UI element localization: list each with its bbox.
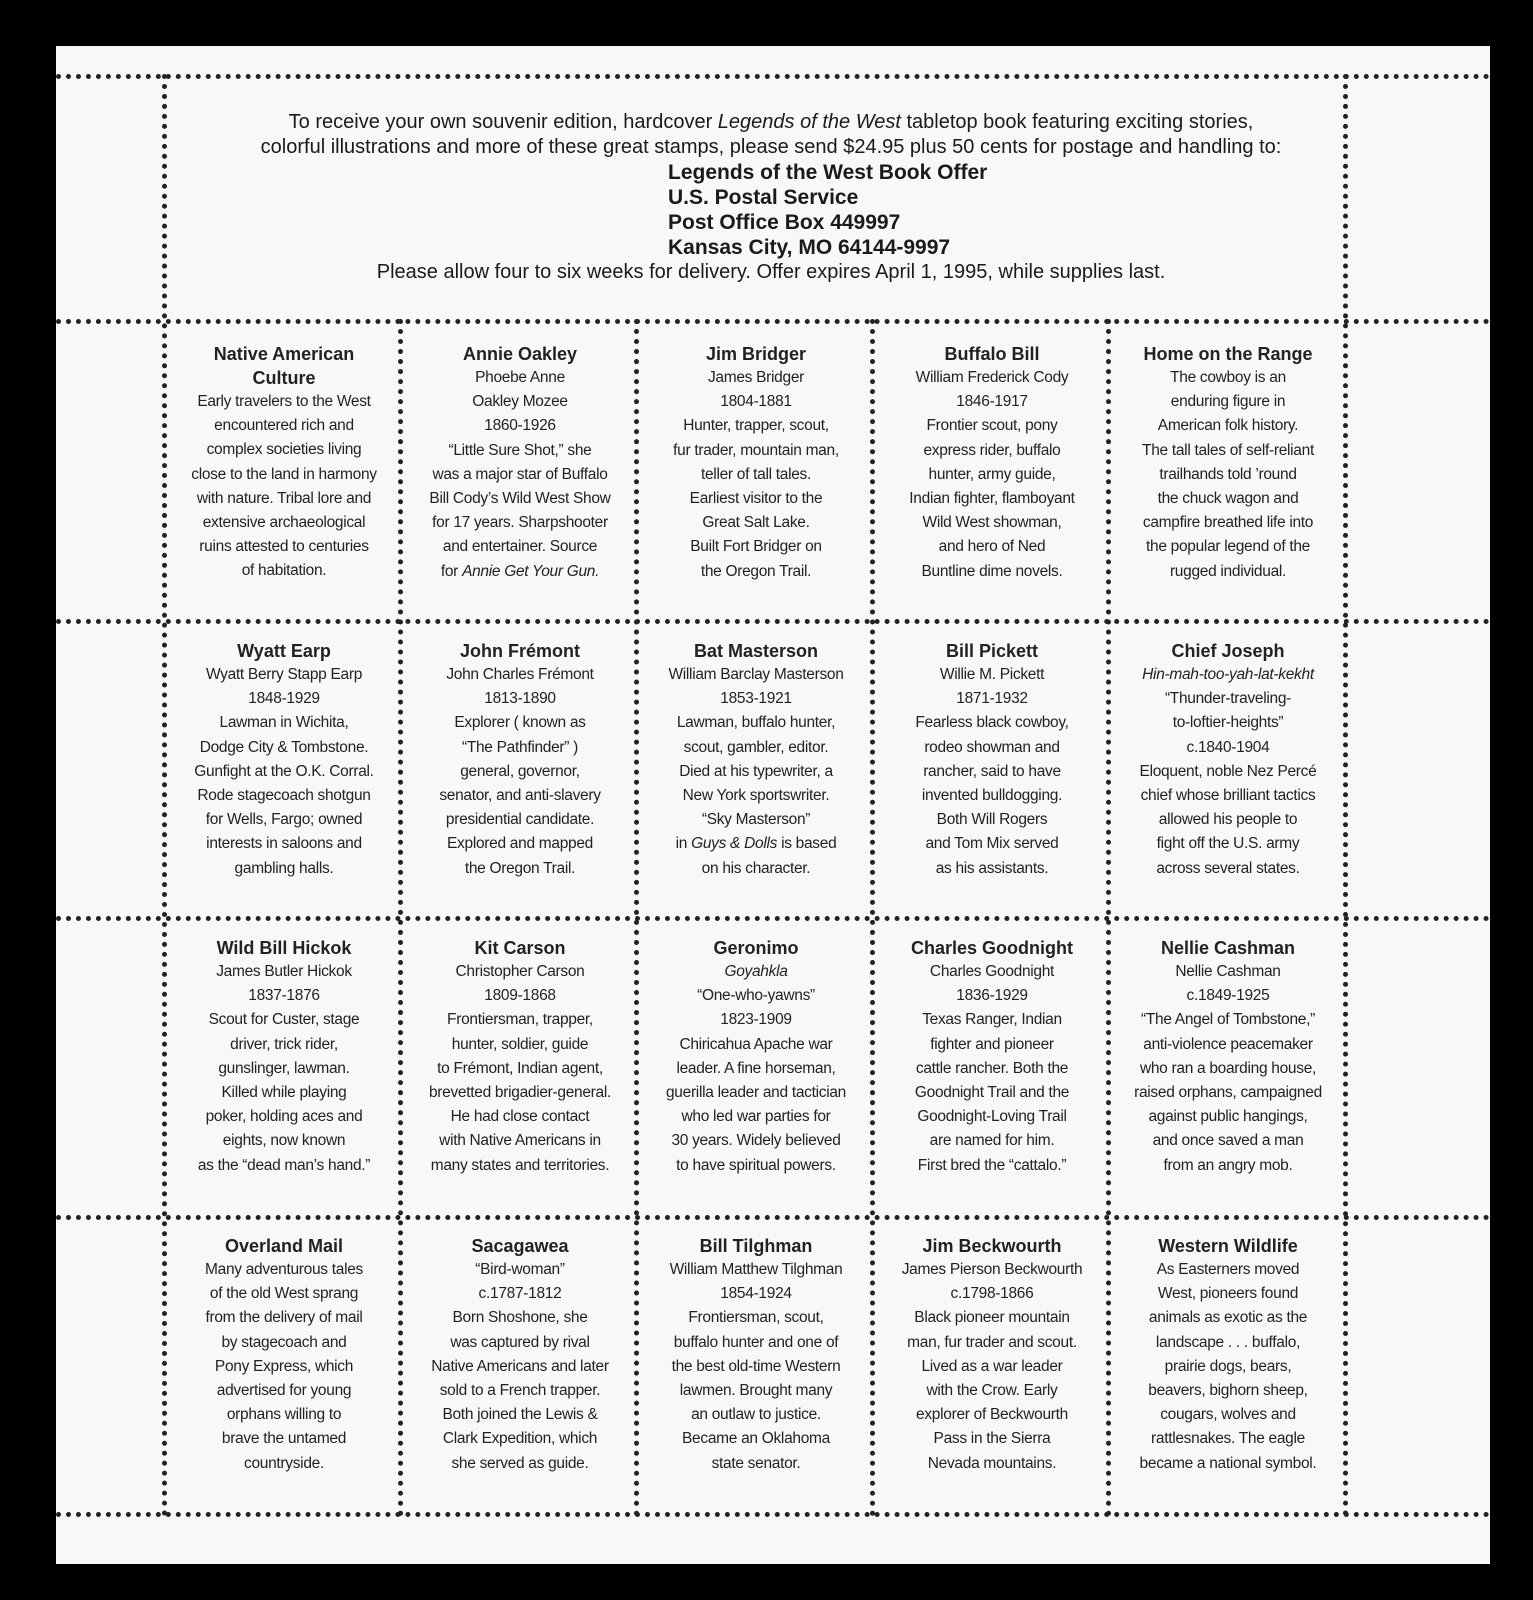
stamp-text-line: West, pioneers found (1157, 1285, 1299, 1303)
stamp-text-line: and entertainer. Source (442, 538, 598, 556)
stamp-cell (638, 639, 874, 881)
stamp-text-line: poker, holding aces and (205, 1108, 363, 1126)
stamp-text-line: New York sportswriter. (682, 787, 830, 805)
stamp-text-line: the popular legend of the (1146, 538, 1310, 556)
stamp-text-line: man, fur trader and scout. (907, 1333, 1077, 1351)
stamp-text-line: The cowboy is an (1170, 369, 1286, 386)
stamp-text-line: chief whose brilliant tactics (1140, 787, 1316, 805)
stamp-title: Geronimo (713, 938, 799, 958)
stamp-text-line: leader. A fine horseman, (676, 1059, 836, 1077)
stamp-title: John Frémont (460, 641, 580, 661)
stamp-title: Sacagawea (471, 1236, 569, 1256)
stamp-text-line: general, governor, (460, 762, 580, 780)
stamp-text-line: Scout for Custer, stage (208, 1011, 360, 1029)
stamp-text-line: Goodnight-Loving Trail (917, 1108, 1067, 1126)
stamp-text-line: invented bulldogging. (921, 787, 1063, 805)
stamp-text-line: eights, now known (222, 1132, 346, 1150)
stamp-text-line: who led war parties for (681, 1108, 831, 1126)
perforation-row-top (56, 74, 1490, 79)
stamp-title: Bat Masterson (693, 641, 819, 661)
stamp-text-line: He had close contact (450, 1108, 590, 1126)
perforation-row-4 (56, 1215, 1490, 1220)
stamp-text-line: Hin-mah-too-yah-lat-kekht (1142, 666, 1314, 683)
address-line-4: Kansas City, MO 64144-9997 (668, 236, 951, 259)
stamp-text-line: c.1798-1866 (950, 1285, 1034, 1303)
stamp-text-line: rugged individual. (1169, 562, 1287, 580)
stamp-text-line: First bred the “cattalo.” (917, 1156, 1067, 1174)
stamp-text-line: c.1840-1904 (1186, 738, 1270, 756)
stamp-title: Native American (213, 344, 355, 364)
stamp-text-line: sold to a French trapper. (439, 1382, 601, 1400)
stamp-text-line: allowed his people to (1158, 811, 1298, 829)
stamp-text-line: state senator. (711, 1454, 801, 1472)
offer-footer: Please allow four to six weeks for delivery. Offer expires April 1, 1995, while supplies last. (376, 261, 1166, 283)
stamp-title: Home on the Range (1143, 344, 1313, 364)
stamp-title: Chief Joseph (1171, 641, 1285, 661)
stamp-text-line: complex societies living (206, 441, 362, 459)
stamp-text-line: hunter, soldier, guide (451, 1035, 589, 1053)
stamp-cell (1110, 1234, 1346, 1476)
stamp-text-line: James Pierson Beckwourth (901, 1261, 1083, 1278)
stamp-title: Wild Bill Hickok (216, 938, 352, 958)
stamp-text-line: Nellie Cashman (1175, 963, 1281, 980)
stamp-text-line: scout, gambler, editor. (683, 738, 829, 756)
stamp-text-line: 30 years. Widely believed (671, 1132, 841, 1150)
stamp-text-line: Great Salt Lake. (702, 514, 810, 532)
stamp-text-line: Frontier scout, pony (926, 417, 1058, 435)
stamp-text-line: 1848-1929 (248, 690, 320, 708)
stamp-text-line: Hunter, trapper, scout, (683, 417, 829, 435)
stamp-text-line: Both joined the Lewis & (442, 1406, 598, 1424)
stamp-text-line: Explorer ( known as (454, 714, 586, 732)
stamp-text-line: Clark Expedition, which (442, 1430, 598, 1448)
stamp-text-line: buffalo hunter and one of (673, 1333, 839, 1351)
stamp-text-line: Many adventurous tales (205, 1261, 363, 1278)
stamp-text-line: raised orphans, campaigned (1134, 1084, 1322, 1102)
stamp-text-line: Christopher Carson (455, 963, 585, 980)
stamp-sheet (56, 46, 1490, 1564)
stamp-text-line: Both Will Rogers (936, 811, 1048, 829)
stamp-text-line: countryside. (244, 1454, 324, 1472)
stamp-text-line: Early travelers to the West (197, 393, 371, 410)
stamp-text-line: an outlaw to justice. (691, 1406, 821, 1424)
stamp-text-line: to have spiritual powers. (676, 1156, 836, 1174)
stamp-text-line: ruins attested to centuries (199, 538, 369, 556)
stamp-text-line: on his character. (701, 859, 811, 877)
stamp-cell (402, 639, 638, 881)
stamp-text-line: and Tom Mix served (925, 835, 1059, 853)
stamp-text-line: animals as exotic as the (1148, 1309, 1308, 1327)
stamp-text-line: Eloquent, noble Nez Percé (1139, 762, 1317, 780)
stamp-text-line: advertised for young (216, 1382, 352, 1400)
stamp-text-line: prairie dogs, bears, (1164, 1357, 1292, 1375)
stamp-text-line: Willie M. Pickett (939, 666, 1045, 683)
address-line-1: Legends of the West Book Offer (668, 161, 988, 184)
stamp-cell (638, 936, 874, 1178)
stamp-text-line: Buntline dime novels. (921, 562, 1063, 580)
stamp-cell (1110, 936, 1346, 1178)
address-line-2: U.S. Postal Service (668, 186, 859, 209)
stamp-text-line: “Sky Masterson” (701, 811, 811, 829)
stamp-text-line: Oakley Mozee (472, 393, 568, 411)
stamp-title: Buffalo Bill (944, 344, 1040, 364)
stamp-title: Overland Mail (224, 1236, 344, 1256)
stamp-text-line: cattle rancher. Both the (915, 1059, 1069, 1077)
stamp-text-line: who ran a boarding house, (1139, 1059, 1317, 1077)
offer-line-2: colorful illustrations and more of these great stamps, please send $24.95 plus 50 cents for postage and handling to: (260, 136, 1282, 158)
stamp-text-line: Built Fort Bridger on (690, 538, 822, 556)
stamp-text-line: for Wells, Fargo; owned (205, 811, 363, 829)
stamp-text-line: with Native Americans in (439, 1132, 601, 1150)
offer-line-1-end: tabletop book featuring exciting stories, (900, 111, 1254, 133)
stamp-text-line: brevetted brigadier-general. (428, 1084, 612, 1102)
stamp-text-line: and hero of Ned (938, 538, 1046, 556)
stamp-cell (638, 342, 874, 584)
stamp-title: Wyatt Earp (237, 641, 331, 661)
stamp-text-line: encountered rich and (214, 417, 354, 435)
stamp-text-line: 1846-1917 (956, 393, 1028, 411)
stamp-text-line: John Charles Frémont (446, 666, 594, 683)
stamp-text-line: Rode stagecoach shotgun (197, 787, 371, 805)
stamp-text-line: Lawman, buffalo hunter, (676, 714, 836, 732)
stamp-text-line: she served as guide. (451, 1454, 589, 1472)
stamp-text-line: beavers, bighorn sheep, (1148, 1382, 1308, 1400)
stamp-text-line: rattlesnakes. The eagle (1151, 1430, 1305, 1448)
stamp-text-line: Became an Oklahoma (682, 1430, 830, 1448)
stamp-title: Kit Carson (474, 938, 566, 958)
stamp-text-line: Wyatt Berry Stapp Earp (205, 666, 363, 683)
stamp-cell (166, 1234, 402, 1476)
stamp-cell (402, 936, 638, 1178)
stamp-text-line: “The Angel of Tombstone,” (1140, 1011, 1315, 1029)
stamp-text-line: gunslinger, lawman. (218, 1059, 350, 1077)
stamp-text-line: enduring figure in (1170, 393, 1286, 411)
stamp-text-line: landscape . . . buffalo, (1155, 1333, 1301, 1351)
stamp-text-line: 1837-1876 (248, 987, 320, 1005)
stamp-text-line: 1853-1921 (720, 690, 792, 708)
stamp-text-line: 1871-1932 (956, 690, 1028, 708)
book-title: Legends of the West (717, 111, 901, 133)
stamp-text-line: for 17 years. Sharpshooter (432, 514, 608, 532)
stamp-text-line: across several states. (1156, 859, 1300, 877)
stamp-text-line: was captured by rival (450, 1333, 590, 1351)
stamp-text-line: American folk history. (1157, 417, 1299, 435)
stamp-text-line: Nevada mountains. (927, 1454, 1057, 1472)
stamp-text-line: Died at his typewriter, a (679, 762, 833, 780)
stamp-text-line: Fearless black cowboy, (915, 714, 1069, 732)
stamp-text-line: James Butler Hickok (216, 963, 352, 980)
stamp-text-line: Black pioneer mountain (914, 1309, 1070, 1327)
stamp-text-line: express rider, buffalo (923, 441, 1061, 459)
stamp-text-line: fur trader, mountain man, (673, 441, 839, 459)
stamp-cell (638, 1234, 874, 1476)
stamp-text-line: with nature. Tribal lore and (196, 489, 372, 507)
stamp-cell (874, 639, 1110, 881)
stamp-title: Bill Pickett (945, 641, 1039, 661)
stamp-text-line: 1813-1890 (484, 690, 556, 708)
stamp-text-line: William Frederick Cody (915, 369, 1069, 386)
stamp-text-line: “Little Sure Shot,” she (448, 441, 592, 459)
book-offer-header (171, 110, 1371, 285)
stamp-cell (874, 342, 1110, 584)
stamp-text-line: cougars, wolves and (1160, 1406, 1296, 1424)
stamp-text-line: 1854-1924 (720, 1285, 792, 1303)
stamp-text-line: many states and territories. (430, 1156, 610, 1174)
stamp-text-line: was a major star of Buffalo (432, 465, 608, 483)
stamp-text-line: Gunfight at the O.K. Corral. (194, 762, 374, 780)
stamp-text-line: Bill Cody’s Wild West Show (429, 490, 611, 508)
stamp-text-line: Dodge City & Tombstone. (199, 738, 369, 756)
stamp-cell (402, 342, 638, 584)
stamp-text-line: brave the untamed (221, 1430, 347, 1448)
stamp-text-line: explorer of Beckwourth (916, 1406, 1068, 1424)
stamp-text-line: As Easterners moved (1156, 1261, 1300, 1278)
stamp-text-line: Explored and mapped (447, 835, 593, 853)
stamp-text-line: William Matthew Tilghman (669, 1261, 843, 1278)
stamp-text-line: Pass in the Sierra (933, 1430, 1051, 1448)
stamp-text-line: guerilla leader and tactician (665, 1084, 846, 1102)
stamp-text-line: to-loftier-heights” (1172, 714, 1284, 732)
stamp-text-line: fighter and pioneer (930, 1035, 1054, 1053)
stamp-text-line: 1823-1909 (720, 1011, 792, 1029)
stamp-cell (1110, 639, 1346, 881)
stamp-text-line: rodeo showman and (924, 738, 1060, 756)
stamp-cell (874, 936, 1110, 1178)
stamp-text-line: Indian fighter, flamboyant (909, 490, 1075, 508)
stamp-text-line: c.1849-1925 (1186, 987, 1270, 1005)
stamp-title: Bill Tilghman (699, 1236, 813, 1256)
stamp-text-line: the Oregon Trail. (700, 562, 812, 580)
stamp-title: Western Wildlife (1158, 1236, 1298, 1256)
stamp-text-line: The tall tales of self-reliant (1142, 441, 1314, 459)
stamp-text-line: fight off the U.S. army (1156, 835, 1300, 853)
stamp-text-line: of habitation. (241, 562, 327, 580)
stamp-text-line: as his assistants. (935, 859, 1049, 877)
address-line-3: Post Office Box 449997 (668, 211, 901, 234)
stamp-title: Jim Bridger (705, 344, 807, 364)
stamp-text-line: Frontiersman, scout, (688, 1309, 824, 1327)
stamp-text-line: 1860-1926 (484, 417, 556, 435)
perforation-row-2 (56, 619, 1490, 624)
stamp-text-line: orphans willing to (226, 1406, 342, 1424)
stamp-text-line: Frontiersman, trapper, (447, 1011, 593, 1029)
stamp-text-line: “The Pathfinder” ) (461, 738, 579, 756)
stamp-text-line: Goodnight Trail and the (914, 1084, 1070, 1102)
stamp-text-line: Phoebe Anne (475, 369, 565, 386)
stamp-text-line: for Annie Get Your Gun. (440, 562, 600, 580)
stamp-text-line: extensive archaeological (202, 514, 366, 532)
stamp-text-line: anti-violence peacemaker (1143, 1035, 1313, 1053)
stamp-text-line: rancher, said to have (923, 762, 1061, 780)
stamp-text-line: “Thunder-traveling- (1164, 690, 1292, 708)
stamp-text-line: the Oregon Trail. (464, 859, 576, 877)
stamp-text-line: of the old West sprang (209, 1285, 359, 1303)
stamp-text-line: from the delivery of mail (205, 1309, 363, 1327)
stamp-text-line: gambling halls. (234, 859, 334, 877)
stamp-text-line: 1809-1868 (484, 987, 556, 1005)
stamp-cell (1110, 342, 1346, 584)
stamp-text-line: c.1787-1812 (478, 1285, 562, 1303)
perforation-row-1 (56, 319, 1490, 324)
stamp-text-line: became a national symbol. (1139, 1454, 1317, 1472)
stamp-text-line: in Guys & Dolls is based (675, 835, 837, 853)
stamp-text-line: James Bridger (707, 369, 805, 386)
stamp-text-line: trailhands told ’round (1159, 465, 1297, 483)
stamp-cell (166, 936, 402, 1178)
stamp-text-line: “One-who-yawns” (697, 987, 815, 1005)
stamp-text-line: the best old-time Western (671, 1357, 841, 1375)
stamp-cell (166, 342, 402, 584)
stamp-text-line: hunter, army guide, (928, 465, 1056, 483)
stamp-text-line: “Bird-woman” (475, 1261, 565, 1278)
stamp-text-line: lawmen. Brought many (679, 1382, 833, 1400)
stamp-cell (874, 1234, 1110, 1476)
stamp-text-line: 1836-1929 (956, 987, 1028, 1005)
stamp-text-line: 1804-1881 (720, 393, 792, 411)
stamp-text-line: Charles Goodnight (929, 963, 1055, 980)
stamp-text-line: to Frémont, Indian agent, (437, 1059, 603, 1077)
stamp-text-line: Goyahkla (724, 963, 788, 980)
stamp-text-line: and once saved a man (1152, 1132, 1304, 1150)
stamp-text-line: Wild West showman, (922, 514, 1062, 532)
stamp-text-line: senator, and anti-slavery (439, 787, 601, 805)
stamp-text-line: Pony Express, which (214, 1357, 354, 1375)
stamp-text-line: interests in saloons and (206, 835, 362, 853)
stamp-text-line: William Barclay Masterson (668, 666, 844, 683)
stamp-text-line: are named for him. (929, 1132, 1055, 1150)
stamp-title: Culture (252, 368, 316, 388)
stamp-title: Jim Beckwourth (922, 1236, 1062, 1256)
perforation-row-3 (56, 916, 1490, 921)
stamp-cell (166, 639, 402, 881)
stamp-cell (402, 1234, 638, 1476)
stamp-text-line: presidential candidate. (445, 811, 595, 829)
stamp-text-line: with the Crow. Early (926, 1382, 1058, 1400)
stamp-title: Charles Goodnight (911, 938, 1073, 958)
stamp-text-line: against public hangings, (1148, 1108, 1308, 1126)
stamp-text-line: driver, trick rider, (230, 1035, 338, 1053)
stamp-text-line: the chuck wagon and (1157, 490, 1299, 508)
stamp-text-line: from an angry mob. (1163, 1156, 1293, 1174)
stamp-title: Annie Oakley (462, 344, 578, 364)
stamp-text-line: by stagecoach and (221, 1333, 347, 1351)
stamp-text-line: Killed while playing (221, 1084, 347, 1102)
stamp-text-line: Lawman in Wichita, (219, 714, 349, 732)
stamp-text-line: close to the land in harmony (191, 465, 377, 483)
stamp-text-line: campfire breathed life into (1142, 514, 1314, 532)
perforation-row-bottom (56, 1512, 1490, 1517)
stamp-text-line: Earliest visitor to the (689, 490, 823, 508)
offer-line-1 (171, 110, 1371, 135)
stamp-text-line: Texas Ranger, Indian (922, 1011, 1062, 1029)
stamp-title: Nellie Cashman (1160, 938, 1296, 958)
stamp-text-line: Lived as a war leader (921, 1357, 1063, 1375)
stamp-text-line: Born Shoshone, she (452, 1309, 588, 1327)
stamp-text-line: Chiricahua Apache war (679, 1035, 833, 1053)
stamp-text-line: Native Americans and later (431, 1357, 609, 1375)
offer-line-1-start: To receive your own souvenir edition, hardcover (288, 111, 718, 133)
stamp-text-line: as the “dead man’s hand.” (197, 1156, 371, 1174)
stamp-text-line: teller of tall tales. (700, 465, 811, 483)
